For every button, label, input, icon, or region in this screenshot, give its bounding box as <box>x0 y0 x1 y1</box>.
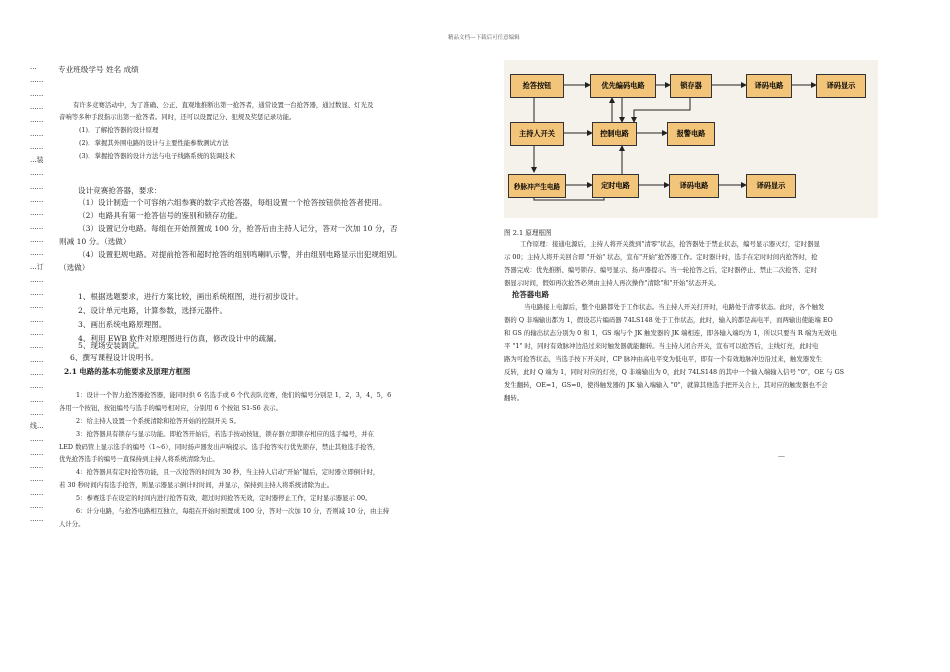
function-5: 5：参赛选手在设定的时间内进行抢答有效，超过时间抢答无效，定时器停止工作，定时显示器显示 00。 <box>76 494 372 502</box>
goal-2: (2)．掌握其外围电路的设计与主要性能参数测试方法 <box>79 139 229 147</box>
binding-mark: 线... <box>30 422 44 431</box>
binding-mark: ...... <box>30 329 44 337</box>
requirement-3: （3）设置记分电路。每组在开始预置成 100 分，抢答后由主持人记分，答对一次加 10 分，否 <box>78 224 398 233</box>
node-decoder-1: 译码电路 <box>746 74 792 98</box>
function-3: 3：抢答器具有锁存与显示功能。即抢答开始后，若选手按动按钮，锁存器立即锁存相应的选手编号，并在 <box>76 430 375 438</box>
node-host-switch: 主持人开关 <box>510 122 564 146</box>
function-1: 1：设计一个智力抢答器抢答器，能同时供 6 名选手或 6 个代表队竞赛，他们的编号分别是 1，2，3，4，5，6 <box>76 391 392 399</box>
work-principle-3: 答器完成：优先推断、编号锁存、编号显示、扬声器提示。当一轮抢答之后，定时器停止、禁止二次抢答、定时 <box>504 266 818 274</box>
section-2-1-title: 2.1 电路的基本功能要求及原理方框图 <box>64 367 191 376</box>
requirement-4-cont: （选做） <box>59 263 90 272</box>
binding-mark: ...... <box>30 89 44 98</box>
requirement-2: （2）电路具有第一抢答信号的鉴别和锁存功能。 <box>78 211 243 220</box>
binding-mark: ...... <box>30 275 44 284</box>
student-info-line: 专业班级学号 姓名 成绩 <box>58 65 139 74</box>
work-principle-4: 器显示时间，假如再次抢答必须由主持人再次操作"清除"和"开始"状态开关。 <box>504 279 721 287</box>
circuit-para-5: 路为可抢答状态，当选手按下开关时，CP 脉冲由高电平变为低电平，即有一个有效地脉冲边沿过来，触发器发生 <box>504 355 822 363</box>
function-6: 6：计分电路，与抢答电路相互独立，每组在开始时预置成 100 分，答对一次加 10 分，否则减 10 分，由主持 <box>76 507 390 515</box>
intro-line-2: 音响等多种手段指示出第一抢答者。同时，还可以设置记分、犯规及奖惩记录功能。 <box>59 113 296 121</box>
binding-mark: ... <box>30 63 37 71</box>
binding-mark: ...... <box>30 196 44 204</box>
binding-mark: ...... <box>30 235 44 244</box>
binding-mark: ...... <box>30 408 44 417</box>
binding-mark: ...... <box>30 302 44 311</box>
subsection-title: 抢答器电路 <box>512 290 549 299</box>
binding-mark: ...... <box>30 209 44 218</box>
goal-1: (1)．了解抢答器的设计原理 <box>79 126 159 134</box>
binding-mark: ...... <box>30 249 44 258</box>
circuit-para-6: 反转，此时 Q 端为 1，同时对应的灯亮，Q 非端输出为 0，此时 74LS148 的其中一个输入端输入信号 "0"，OE 与 GS <box>504 368 845 376</box>
circuit-para-8: 翻转。 <box>504 394 524 402</box>
binding-mark: ...订 <box>30 262 44 271</box>
binding-mark: ...... <box>30 448 44 457</box>
node-timer-circuit: 定时电路 <box>592 174 639 198</box>
binding-mark: ...... <box>30 342 44 351</box>
function-1-cont: 各用一个按钮，按钮编号与选手的编号相对应，分别用 6 个按钮 S1-S6 表示。 <box>59 404 282 412</box>
binding-mark: ...... <box>30 315 44 324</box>
work-principle-2: 示 00；主持人将开关回合即 "开始" 状态，宣布"开始"抢答器工作。定时器计时，选手在定时时间内抢答时，抢 <box>504 253 818 261</box>
function-3-cont-1: LED 数码管上显示选手的编号（1~6），同时扬声器发出声响提示。选手抢答实行优先锁存，禁止其他选手抢答， <box>59 443 380 451</box>
binding-mark: ...... <box>30 76 44 85</box>
page-header: 精品文档---下载后可任意编辑 <box>448 35 520 41</box>
binding-mark: ...... <box>30 475 44 484</box>
footer-dash: — <box>778 452 785 460</box>
circuit-para-2: 器的 Q 非端输出都为 1，假设芯片编码器 74LS148 处于工作状态，此时，输入的都是高电平，而两输出使能端 EO <box>504 316 833 324</box>
node-priority-encoder: 优先编码电路 <box>590 74 656 98</box>
binding-mark: ...... <box>30 501 44 510</box>
block-diagram <box>504 60 878 218</box>
node-alarm-circuit: 报警电路 <box>667 122 715 146</box>
binding-mark: ...... <box>30 368 44 377</box>
node-decoder-2: 译码电路 <box>669 174 719 198</box>
function-4: 4：抢答器具有定时抢答功能，且一次抢答的时间为 30 秒，当主持人启动"开始"键后，定时器立即倒计时， <box>76 468 380 476</box>
binding-mark: ...... <box>30 129 44 138</box>
binding-mark: ...... <box>30 182 44 191</box>
intro-line-1: 有许多竞赛活动中，为了准确、公正、直观地推断出第一抢答者，通常设置一台抢答器，通过数显、灯光及 <box>73 101 374 109</box>
step-1: 1、根据选题要求，进行方案比较，画出系统框图，进行初步设计。 <box>78 292 304 301</box>
circuit-para-1: 当电路接上电源后，整个电路都处于工作状态。当主持人开关打开时，电路处于清零状态。此时，各个触发 <box>524 303 825 311</box>
circuit-para-4: 平 "1" 时，同时有效脉冲边沿过来时触发器就能翻转。当主持人闭合开关，宣布可以抢答后，主线灯亮，此时电 <box>504 342 819 350</box>
requirement-1: （1）设计制造一个可容纳六组参赛的数字式抢答器，每组设置一个抢答按钮供抢答者使用。 <box>78 198 387 207</box>
function-2: 2：给主持人设置一个系统清除和抢答开始的控制开关 S。 <box>76 417 240 425</box>
binding-mark: ...... <box>30 488 44 497</box>
step-6: 6、撰写课程设计说明书。 <box>70 353 159 362</box>
binding-mark: ...... <box>30 116 44 125</box>
function-4-cont: 若 30 秒时间内有选手抢答，则显示器显示倒计时时间，并显示，保持到主持人将系统清除为止。 <box>59 481 334 489</box>
function-6-cont: 人计分。 <box>59 520 85 528</box>
binding-mark: ...... <box>30 222 44 231</box>
requirement-3-cont: 则减 10 分。（选做） <box>59 237 131 246</box>
node-control-circuit: 控制电路 <box>592 122 637 146</box>
binding-mark: ...... <box>30 395 44 404</box>
binding-mark: ...... <box>30 462 44 470</box>
node-latch: 锁存器 <box>670 74 712 98</box>
binding-mark: ...... <box>30 435 44 444</box>
binding-mark: ...... <box>30 142 44 151</box>
figure-caption: 图 2.1 原理框图 <box>504 229 552 237</box>
node-decode-display-2: 译码显示 <box>746 174 796 198</box>
node-answer-button: 抢答按钮 <box>510 74 564 98</box>
binding-mark: ...... <box>30 289 44 298</box>
binding-mark: ...... <box>30 355 44 364</box>
step-5: 5、现场安装调试。 <box>78 341 144 350</box>
binding-mark: ...装 <box>30 156 44 165</box>
node-decode-display-1: 译码显示 <box>816 74 866 98</box>
goal-3: (3)．掌握抢答器的设计方法与电子线路系统的装调技术 <box>79 152 236 160</box>
binding-mark: ...... <box>30 515 44 524</box>
step-2: 2、设计单元电路，计算参数，选择元器件。 <box>78 306 228 315</box>
circuit-para-7: 发生翻转，OE=1，GS=0，使得触发器的 JK 输入端输入 "0"，就算其他选手把开关合上，其对应的触发器也不会 <box>504 381 828 389</box>
circuit-para-3: 和 GS 的输出状态分别为 0 和 1，GS 端与个 JK 触发器的 JK 端相连，即各输入端均为 1，所以只要当 R 端为无效电 <box>504 329 837 337</box>
work-principle-1: 工作原理：接通电源后，主持人将开关拨到"清零"状态，抢答器处于禁止状态，编号显示器灭灯，定时器显 <box>520 240 820 248</box>
binding-mark: ...... <box>30 382 44 391</box>
binding-mark: ...... <box>30 102 44 111</box>
task-title: 设计竞赛抢答器，要求： <box>78 186 162 195</box>
binding-mark: ...... <box>30 169 44 178</box>
function-3-cont-2: 优先抢答选手的编号一直保持到主持人将系统清除为止。 <box>59 455 219 463</box>
step-3: 3、画出系统电路原理图。 <box>78 320 167 329</box>
step-4: 4、利用 EWB 软件对原理图进行仿真，修改设计中的疏漏。 <box>78 334 282 343</box>
requirement-4: （4）设置犯规电路。对提前抢答和超时抢答的组别鸣喇叭示警，并由组别电路显示出犯规组别。 <box>78 250 402 259</box>
node-pulse-generator: 秒脉冲产生电路 <box>508 174 566 198</box>
